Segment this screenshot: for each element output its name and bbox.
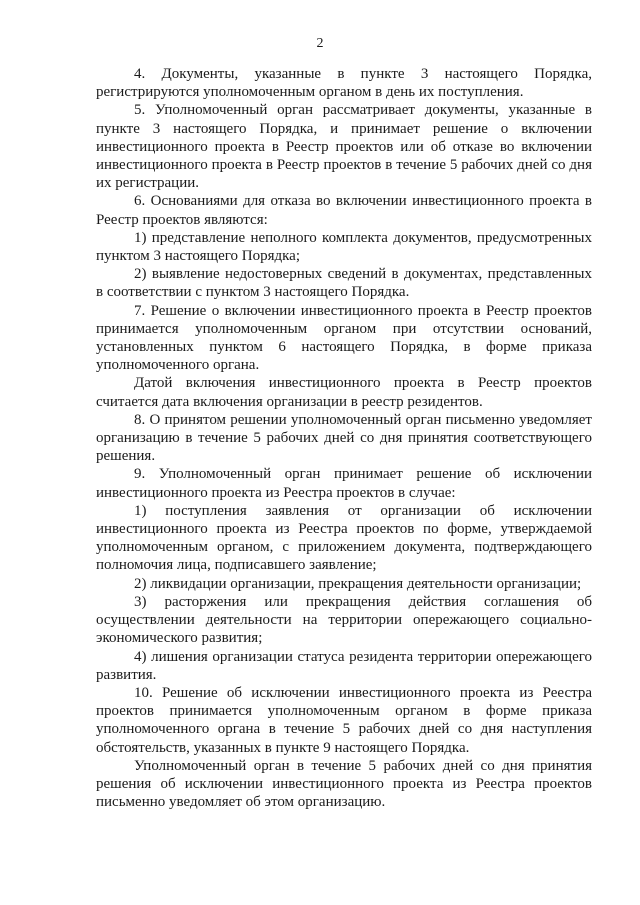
paragraph-subitem-6-2: 2) выявление недостоверных сведений в документах, представленных в соответствии с пунктом 3 настоящего Порядка. — [96, 266, 592, 301]
paragraph-item-4: 4. Документы, указанные в пункте 3 настоящего Порядка, регистрируются уполномоченным органом в день их поступления. — [96, 66, 592, 101]
paragraph-subitem-9-1: 1) поступления заявления от организации об исключении инвестиционного проекта из Реестра проектов по форме, утверждаемой уполномоченным органом, с приложением документа, подтверждающего полномочия лица, подписавшего заявление; — [96, 502, 592, 574]
page-number: 2 — [316, 36, 324, 51]
paragraph-item-8: 8. О принятом решении уполномоченный орган письменно уведомляет организацию в течение 5 рабочих дней со дня принятия соответствующего решения. — [96, 411, 592, 465]
paragraph-subitem-6-1: 1) представление неполного комплекта документов, предусмотренных пунктом 3 настоящего Порядка; — [96, 229, 592, 265]
paragraph-item-10: 10. Решение об исключении инвестиционного проекта из Реестра проектов принимается уполномоченным органом в форме приказа уполномоченного органа в течение 5 рабочих дней со дня наступления обстоятельств, указанных в пункте 9 настоящего Порядка. — [96, 684, 592, 756]
paragraph-item-10-notice: Уполномоченный орган в течение 5 рабочих дней со дня принятия решения об исключении инвестиционного проекта из Реестра проектов письменно уведомляет об этом организацию. — [96, 757, 592, 811]
paragraph-subitem-9-3: 3) расторжения или прекращения действия соглашения об осуществлении деятельности на территории опережающего социально-экономического развития; — [96, 593, 592, 647]
paragraph-item-6: 6. Основаниями для отказа во включении инвестиционного проекта в Реестр проектов являются: — [96, 193, 592, 228]
paragraph-item-9: 9. Уполномоченный орган принимает решение об исключении инвестиционного проекта из Реестра проектов в случае: — [96, 466, 592, 501]
paragraph-subitem-9-4: 4) лишения организации статуса резидента территории опережающего развития. — [96, 648, 592, 683]
document-body — [96, 65, 592, 811]
paragraph-item-5: 5. Уполномоченный орган рассматривает документы, указанные в пункте 3 настоящего Порядка, и принимает решение о включении инвестиционного проекта в Реестр проектов или об отказе во включении инвестиционного проекта в Реестр проектов в течение 5 рабочих дней со дня их регистрации. — [96, 102, 592, 192]
paragraph-subitem-9-2: 2) ликвидации организации, прекращения деятельности организации; — [134, 575, 582, 592]
paragraph-item-7-date: Датой включения инвестиционного проекта в Реестр проектов считается дата включения организации в реестр резидентов. — [96, 375, 592, 410]
paragraph-item-7: 7. Решение о включении инвестиционного проекта в Реестр проектов принимается уполномоченным органом при отсутствии оснований, установленных пунктом 6 настоящего Порядка, в форме приказа уполномоченного органа. — [96, 302, 592, 374]
